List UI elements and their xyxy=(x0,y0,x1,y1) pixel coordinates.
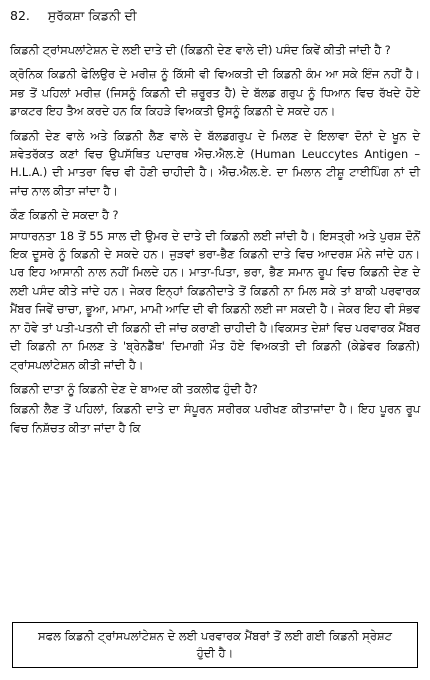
paragraph-blood-group: ਕ੍ਰੋਨਿਕ ਕਿਡਨੀ ਫੇਲਿਉਰ ਦੇ ਮਰੀਜ਼ ਨੂੰ ਕਿੱਸੀ ਵੀ ਵਿਅਕਤੀ ਦੀ ਕਿਡਨੀ ਕੰਮ ਆ ਸਕੇ ਇੰਜ ਨਹੀਂ ਹੈ।ਸਭ ਤੋਂ ਪਹਿਲਾਂ ਮਰੀਜ਼ (ਜਿਸਨੂੰ ਕਿਡਨੀ ਦੀ ਜ਼ਰੂਰਤ ਹੈ) ਦੇ ਬੱਲਡ ਗਰੁਪ ਨੂੰ ਧਿਆਨ ਵਿਚ ਰੱਖਦੇ ਹੋਏ ਡਾਕਟਰ ਇਹ ਤੈਅ ਕਰਦੇ ਹਨ ਕਿ ਕਿਹੜੇ ਵਿਅਕਤੀ ਉਸਨੂੰ ਕਿਡਨੀ ਦੇ ਸਕਦੇ ਹਨ। xyxy=(10,68,420,119)
boxed-note-text: ਸਫਲ ਕਿਡਨੀ ਟ੍ਰਾਂਸਪਲਾਂਟੇਸ਼ਨ ਦੇ ਲਈ ਪਰਵਾਰਕ ਮੈਂਬਰਾਂ ਤੋਂ ਲਈ ਗਈ ਕਿਡਨੀ ਸ੍ਰੇਸ਼ਟ ਹੁੰਦੀ ਹੈ। xyxy=(37,629,393,660)
paragraph-hla-matching: ਕਿਡਨੀ ਦੇਣ ਵਾਲੇ ਅਤੇ ਕਿਡਨੀ ਲੈਣ ਵਾਲੇ ਦੇ ਬੱਲਡਗਰੁਪ ਦੇ ਮਿਲਣ ਦੇ ਇਲਾਵਾ ਦੋਨਾਂ ਦੇ ਖੂਨ ਦੇ ਸ਼ਵੇਤਰੱਕਤ ਕਣਾਂ ਵਿਚ ਉਪਸੱਥਿਤ ਪਦਾਰਥ ਐਚ.ਐਲ.ਏ (Human Leuccytes Antigen – H.L.A.) ਦੀ ਮਾਤਰਾ ਵਿਚ ਵੀ ਹੋਣੀ ਚਾਹੀਦੀ ਹੈ। ਐਚ.ਐਲ.ਏ. ਦਾ ਮਿਲਾਨ ਟੀਸ਼ੂ ਟਾਈਪਿੰਗ ਨਾਂ ਦੀ ਜਾਂਚ ਨਾਲ ਕੀਤਾ ਜਾਂਦਾ ਹੈ। xyxy=(10,129,420,198)
paragraph-donor-examination: ਕਿਡਨੀ ਲੈਣ ਤੋਂ ਪਹਿਲਾਂ, ਕਿਡਨੀ ਦਾਤੇ ਦਾ ਸੰਪੂਰਨ ਸਰੀਰਕ ਪਰੀਖਣ ਕੀਤਾਜਾਂਦਾ ਹੈ। ਇਹ ਪੂਰਨ ਰੂਪ ਵਿਚ ਨਿਸ਼ੱਚਤ ਕੀਤਾ ਜਾਂਦਾ ਹੈ ਕਿ xyxy=(10,403,420,435)
page-number: 82. xyxy=(10,8,30,23)
page-title: ਸੁਰੱਕਸ਼ਾ ਕਿਡਨੀ ਦੀ xyxy=(47,8,137,23)
page-header xyxy=(10,8,420,24)
question-who-can-donate: ਕੌਣ ਕਿਡਨੀ ਦੇ ਸਕਦਾ ਹੈ ? xyxy=(10,209,119,223)
question-donor-selection: ਕਿਡਨੀ ਟ੍ਰਾਂਸਪਲਾਂਟੇਸ਼ਨ ਦੇ ਲਈ ਦਾਤੇ ਦੀ (ਕਿਡਨੀ ਦੇਣ ਵਾਲੇ ਦੀ) ਪਸੰਦ ਕਿਵੇਂ ਕੀਤੀ ਜਾਂਦੀ ਹੈ ? xyxy=(10,44,391,57)
question-donor-problems: ਕਿਡਨੀ ਦਾਤਾ ਨੂੰ ਕਿਡਨੀ ਦੇਣ ਦੇ ਬਾਅਦ ਕੀ ਤਕਲੀਫ ਹੁੰਦੀ ਹੈ? xyxy=(10,382,258,396)
boxed-note xyxy=(12,622,418,668)
paragraph-donor-eligibility: ਸਾਧਾਰਨਤਾ 18 ਤੋਂ 55 ਸਾਲ ਦੀ ਉਮਰ ਦੇ ਦਾਤੇ ਦੀ ਕਿਡਨੀ ਲਈ ਜਾਂਦੀ ਹੈ। ਇਸਤ੍ਰੀ ਅਤੇ ਪੁਰਸ਼ ਦੋਨੋਂ ਇਕ ਦੂਸਰੇ ਨੂੰ ਕਿਡਨੀ ਦੇ ਸਕਦੇ ਹਨ। ਜੁੜਵਾਂ ਭਰਾ-ਭੈਣ ਕਿਡਨੀ ਦਾਤੇ ਵਿਚ ਆਦਰਸ਼ ਮੰਨੇ ਜਾਂਦੇ ਹਨ।ਪਰ ਇਹ ਆਸਾਨੀ ਨਾਲ ਨਹੀਂ ਮਿਲਦੇ ਹਨ। ਮਾਤਾ-ਪਿਤਾ, ਭਰਾ, ਭੈਣ ਸਮਾਨ ਰੂਪ ਵਿਚ ਕਿਡਨੀ ਦੇਣ ਦੇ ਲਈ ਪਸੰਦ ਕੀਤੇ ਜਾਂਦੇ ਹਨ। ਜੇਕਰ ਇਨ੍ਹਾਂ ਕਿਡਨੀਦਾਤੇ ਤੋਂ ਕਿਡਨੀ ਨਾ ਮਿਲ ਸਕੇ ਤਾਂ ਬਾਕੀ ਪਰਵਾਰਕ ਮੈਂਬਰ ਜਿਵੇਂ ਚਾਚਾ, ਭੂਆ, ਮਾਮਾ, ਮਾਮੀ ਆਦਿ ਦੀ ਵੀ ਕਿਡਨੀ ਲਈ ਜਾ ਸਕਦੀ ਹੈ। ਜੇਕਰ ਇਹ ਵੀ ਸੰਭਵ ਨਾ ਹੋਵੇ ਤਾਂ ਪਤੀ-ਪਤਨੀ ਦੀ ਕਿਡਨੀ ਦੀ ਜਾਂਚ ਕਰਾਣੀ ਚਾਹੀਦੀ ਹੈ।ਵਿਕਸਤ ਦੇਸ਼ਾਂ ਵਿਚ ਪਰਵਾਰਕ ਮੈਂਬਰ ਦੀ ਕਿਡਨੀ ਨਾ ਮਿਲਣ ਤੇ 'ਬ੍ਰੇਨਡੈੱਥ' ਦਿਮਾਗੀ ਮੌਤ ਹੋਏ ਵਿਅਕਤੀ ਦੀ ਕਿਡਨੀ (ਕੇਡੇਵਰ ਕਿਡਨੀ) ਟ੍ਰਾਂਸਪਲਾਂਟੇਸ਼ਨ ਕੀਤੀ ਜਾਂਦੀ ਹੈ। xyxy=(10,229,420,372)
